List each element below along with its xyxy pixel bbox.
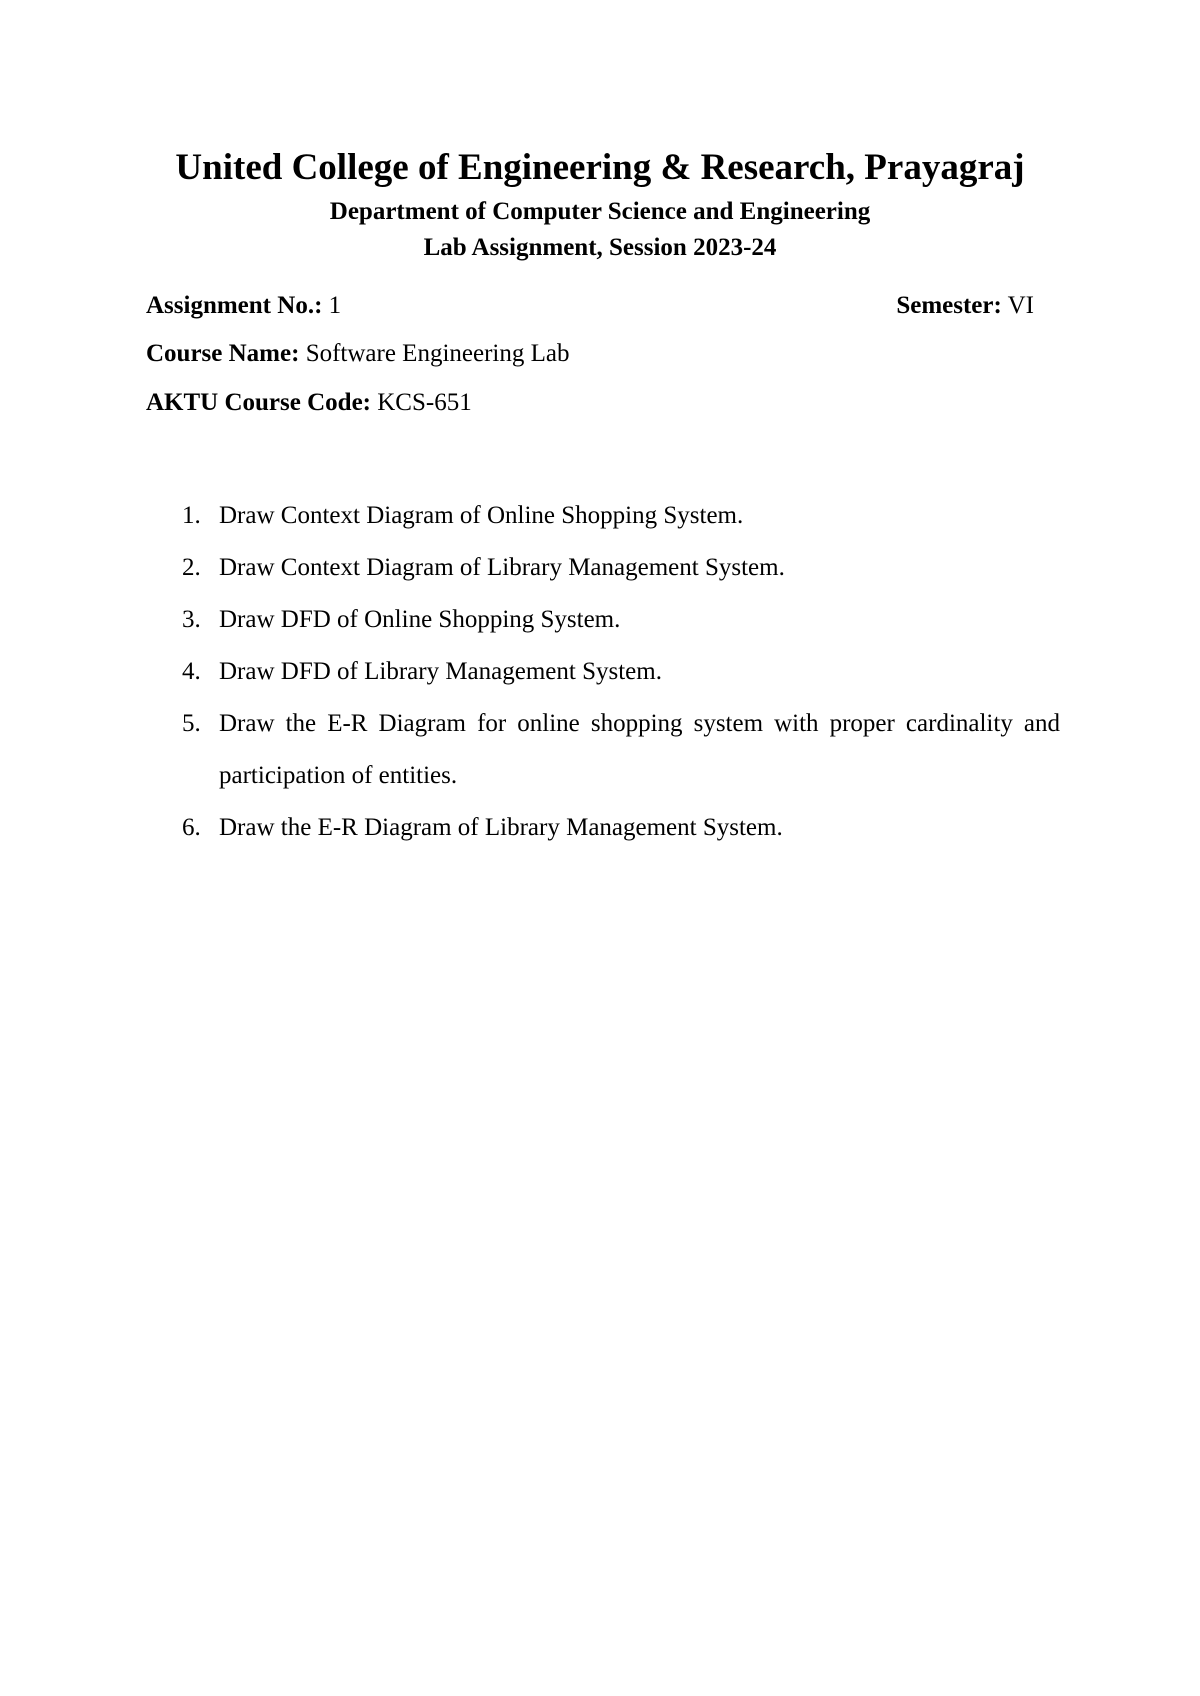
assignment-number-label: Assignment No.: — [146, 292, 323, 319]
semester-value: VI — [1001, 292, 1034, 319]
task-item — [146, 698, 1060, 802]
task-item — [146, 646, 1060, 698]
task-list — [146, 490, 1060, 854]
session-title: Lab Assignment, Session 2023-24 — [423, 234, 777, 261]
task-number: 2. — [182, 554, 201, 581]
task-text: Draw the E-R Diagram of Library Management System. — [219, 814, 783, 841]
task-item — [146, 542, 1060, 594]
course-name-label: Course Name: — [146, 340, 300, 367]
task-text: Draw DFD of Library Management System. — [219, 658, 662, 685]
course-code-value: KCS-651 — [371, 389, 472, 416]
task-number: 5. — [182, 710, 201, 737]
task-item — [146, 594, 1060, 646]
course-name-value: Software Engineering Lab — [299, 340, 570, 367]
course-name-line — [146, 338, 569, 370]
task-item — [146, 490, 1060, 542]
semester-label: Semester: — [896, 292, 1002, 319]
task-text: Draw DFD of Online Shopping System. — [219, 606, 621, 633]
task-item — [146, 802, 1060, 854]
task-number: 4. — [182, 658, 201, 685]
task-text: Draw Context Diagram of Library Management System. — [219, 554, 785, 581]
task-text: Draw Context Diagram of Online Shopping System. — [219, 502, 744, 529]
department-title: Department of Computer Science and Engineering — [329, 198, 871, 225]
course-code-line — [146, 387, 472, 419]
semester-line — [896, 290, 1034, 322]
course-code-label: AKTU Course Code: — [146, 389, 371, 416]
task-number: 1. — [182, 502, 201, 529]
task-number: 6. — [182, 814, 201, 841]
task-number: 3. — [182, 606, 201, 633]
task-text: Draw the E-R Diagram for online shopping system with proper cardinality and participation of entities. — [219, 710, 1060, 789]
assignment-number-line — [146, 290, 341, 322]
college-title: United College of Engineering & Research, Prayagraj — [175, 147, 1025, 188]
assignment-number-value: 1 — [322, 292, 342, 319]
